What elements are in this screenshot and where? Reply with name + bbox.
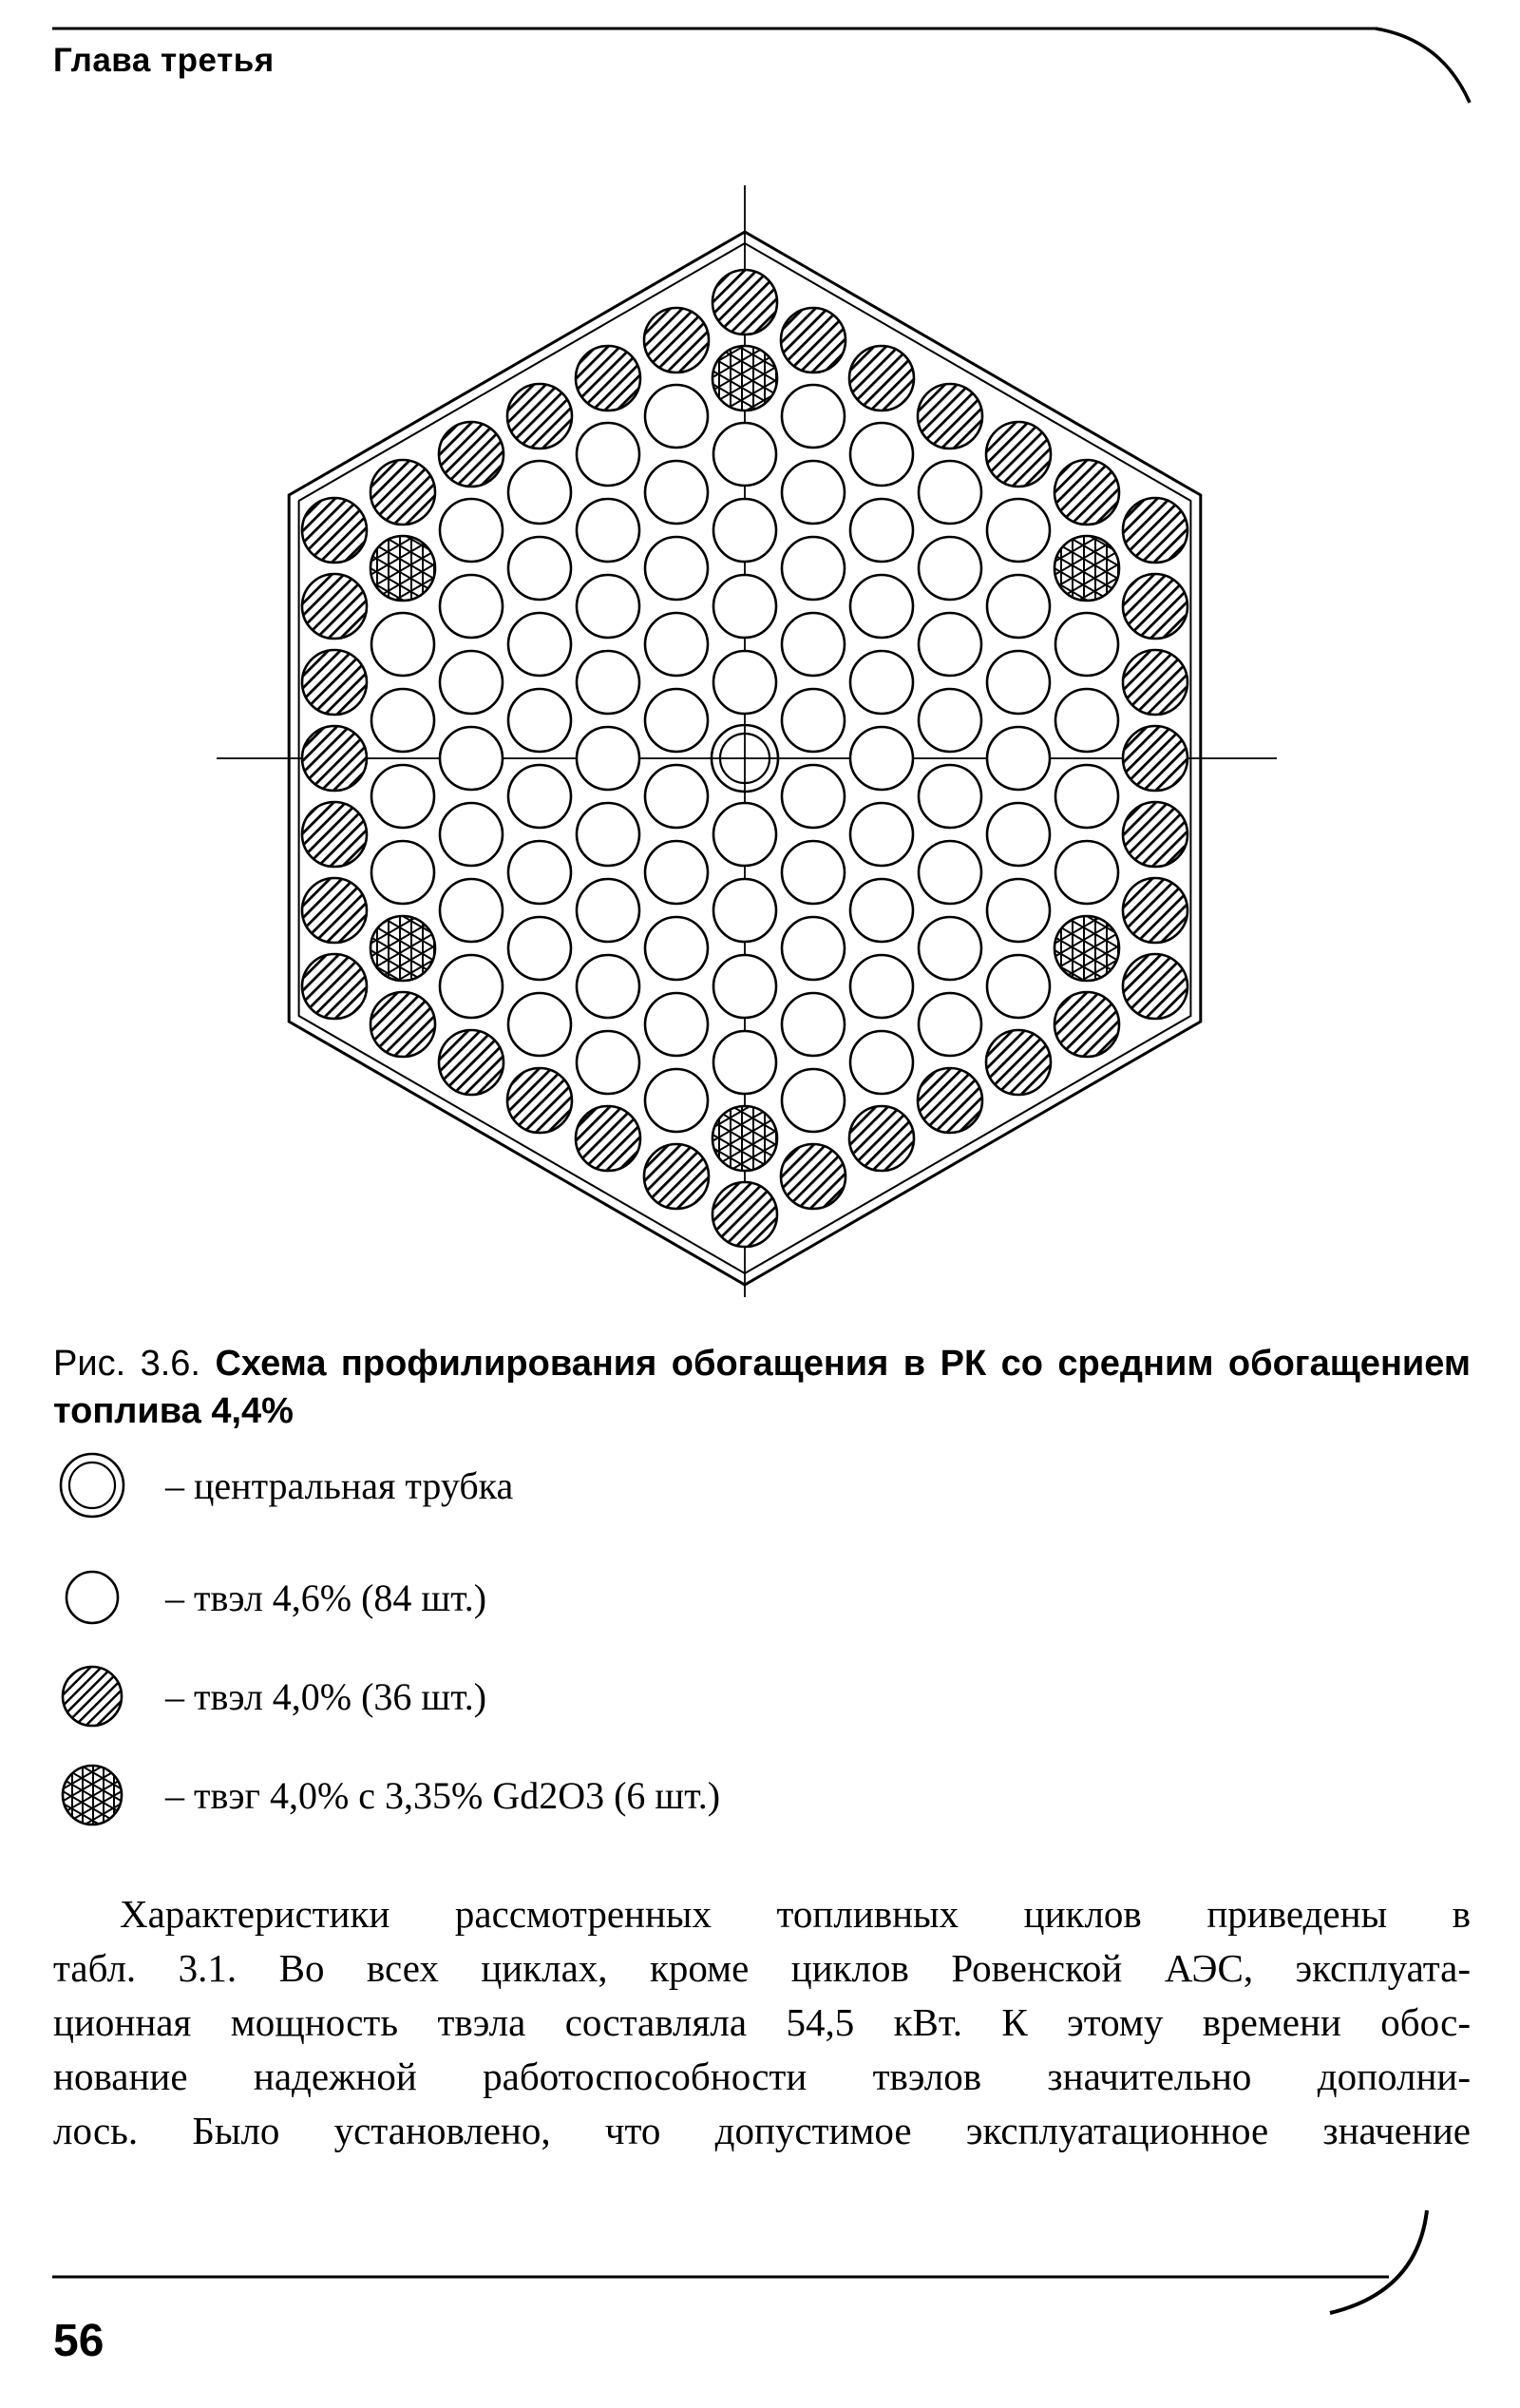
fuel-rod-4-6 bbox=[1055, 613, 1118, 676]
fuel-rod-4-0 bbox=[849, 1106, 914, 1171]
fuel-rod-4-6 bbox=[850, 879, 913, 942]
fuel-rod-4-6 bbox=[645, 613, 708, 676]
fuel-assembly-diagram bbox=[0, 143, 1520, 1368]
fuel-rod-4-0 bbox=[302, 574, 367, 639]
paragraph-line: ционная мощность твэла составляла 54,5 кВт. К этому времени обос- bbox=[53, 2000, 1471, 2044]
fuel-rod-4-6 bbox=[508, 613, 571, 676]
fuel-rod-4-6 bbox=[987, 879, 1050, 942]
fuel-rod-4-6 bbox=[645, 385, 708, 448]
fuel-rod-4-6 bbox=[919, 765, 981, 828]
legend-item-central-tube bbox=[55, 1448, 720, 1522]
legend-item-fuel-hatched bbox=[55, 1659, 720, 1733]
fuel-rod-4-0 bbox=[1123, 802, 1188, 867]
fuel-rod-4-6 bbox=[645, 461, 708, 524]
fuel-rod-4-0 bbox=[1123, 726, 1188, 791]
fuel-rod-4-0 bbox=[986, 1030, 1051, 1095]
fuel-rod-4-0 bbox=[1123, 650, 1188, 715]
fuel-rod-4-6 bbox=[440, 575, 503, 638]
fuel-rod-4-6 bbox=[782, 993, 845, 1056]
paragraph-line: Характеристики рассмотренных топливных циклов приведены в bbox=[120, 1892, 1471, 1936]
fuel-rod-4-6 bbox=[577, 803, 639, 866]
fuel-rod-4-0 bbox=[576, 346, 640, 411]
fuel-rod-4-6 bbox=[782, 1069, 845, 1132]
fuel-rod-4-6 bbox=[440, 499, 503, 562]
fuel-rod-4-0 bbox=[302, 878, 367, 943]
fuel-rod-4-6 bbox=[440, 727, 503, 790]
fuel-rod-4-0 bbox=[1123, 878, 1188, 943]
fuel-rod-4-6 bbox=[850, 423, 913, 486]
fuel-rod-4-6 bbox=[371, 765, 434, 828]
fuel-rod-4-6 bbox=[645, 917, 708, 980]
paragraph-line: нование надежной работоспособности твэлов значительно дополни- bbox=[53, 2054, 1471, 2098]
fuel-rod-4-6 bbox=[987, 651, 1050, 714]
fuel-rod-4-6 bbox=[987, 499, 1050, 562]
chapter-header: Глава третья bbox=[53, 42, 275, 79]
fuel-rod-4-0 bbox=[370, 460, 435, 525]
figure-caption-text: Схема профилирования обогащения в РК со средним обогащением топлива 4,4% bbox=[53, 1344, 1471, 1432]
fuel-rod-4-0 bbox=[1054, 460, 1119, 525]
fuel-rod-4-0 bbox=[302, 726, 367, 791]
fuel-rod-4-0 bbox=[644, 308, 709, 373]
page-curl-top-right-icon bbox=[1376, 29, 1470, 103]
fuel-rod-4-6 bbox=[577, 651, 639, 714]
body-paragraph bbox=[53, 1887, 1471, 2158]
fuel-rod-4-6 bbox=[850, 1031, 913, 1094]
fuel-rod-4-6 bbox=[987, 803, 1050, 866]
fuel-rod-4-0 bbox=[1123, 498, 1188, 563]
fuel-rod-4-0 bbox=[781, 308, 846, 373]
tveg-rod bbox=[712, 346, 777, 411]
fuel-rod-4-6 bbox=[713, 575, 776, 638]
page-curl-bottom-right-icon bbox=[1330, 2210, 1427, 2313]
fuel-rod-4-6 bbox=[713, 499, 776, 562]
fuel-rod-4-6 bbox=[440, 651, 503, 714]
fuel-rod-4-6 bbox=[987, 955, 1050, 1018]
fuel-rod-4-6 bbox=[440, 955, 503, 1018]
fuel-rod-4-6 bbox=[850, 727, 913, 790]
fuel-rod-4-0 bbox=[712, 270, 777, 334]
fuel-rod-4-6 bbox=[919, 537, 981, 600]
fuel-rod-4-6 bbox=[508, 993, 571, 1056]
fuel-rod-4-6 bbox=[919, 461, 981, 524]
legend-label: – твэг 4,0% с 3,35% Gd2O3 (6 шт.) bbox=[165, 1773, 721, 1817]
fuel-rod-4-0 bbox=[370, 992, 435, 1057]
fuel-rod-4-0 bbox=[849, 346, 914, 411]
tveg-rod bbox=[712, 1106, 777, 1171]
fuel-rod-4-6 bbox=[1055, 689, 1118, 752]
fuel-rod-4-0 bbox=[1123, 574, 1188, 639]
fuel-rod-4-0 bbox=[1123, 954, 1188, 1019]
fuel-hatched-icon bbox=[55, 1659, 129, 1733]
fuel-rod-4-6 bbox=[577, 955, 639, 1018]
fuel-rod-4-6 bbox=[782, 461, 845, 524]
legend-label: – твэл 4,0% (36 шт.) bbox=[165, 1674, 487, 1718]
fuel-rod-4-0 bbox=[439, 422, 504, 487]
figure-legend bbox=[55, 1448, 720, 1857]
fuel-rod-4-0 bbox=[918, 384, 982, 449]
fuel-rod-4-6 bbox=[850, 575, 913, 638]
figure-number: Рис. 3.6. bbox=[53, 1344, 200, 1384]
fuel-rod-4-0 bbox=[302, 954, 367, 1019]
tveg-rod bbox=[370, 916, 435, 981]
legend-item-fuel-gd bbox=[55, 1758, 720, 1832]
fuel-rod-4-6 bbox=[645, 841, 708, 904]
fuel-rod-4-6 bbox=[645, 1069, 708, 1132]
fuel-rod-4-0 bbox=[781, 1144, 846, 1209]
paragraph-line: табл. 3.1. Во всех циклах, кроме циклов Ровенской АЭС, эксплуата- bbox=[53, 1946, 1471, 1990]
fuel-rod-4-6 bbox=[919, 993, 981, 1056]
fuel-rod-4-0 bbox=[439, 1030, 504, 1095]
fuel-rod-4-6 bbox=[713, 955, 776, 1018]
fuel-rod-4-6 bbox=[371, 841, 434, 904]
fuel-rod-4-6 bbox=[371, 689, 434, 752]
fuel-rod-4-6 bbox=[645, 537, 708, 600]
fuel-rod-4-6 bbox=[645, 689, 708, 752]
fuel-rod-4-6 bbox=[577, 575, 639, 638]
tveg-rod bbox=[1054, 536, 1119, 601]
fuel-rod-4-6 bbox=[508, 917, 571, 980]
fuel-rod-4-6 bbox=[508, 841, 571, 904]
fuel-rod-4-0 bbox=[918, 1068, 982, 1133]
fuel-rod-4-6 bbox=[508, 461, 571, 524]
fuel-rod-4-0 bbox=[986, 422, 1051, 487]
fuel-rod-4-6 bbox=[987, 575, 1050, 638]
fuel-rod-4-6 bbox=[577, 1031, 639, 1094]
fuel-rod-4-0 bbox=[302, 650, 367, 715]
fuel-rod-4-6 bbox=[782, 537, 845, 600]
fuel-rod-4-6 bbox=[782, 385, 845, 448]
fuel-rod-4-6 bbox=[850, 803, 913, 866]
fuel-rod-4-0 bbox=[302, 498, 367, 563]
fuel-rod-4-6 bbox=[577, 727, 639, 790]
fuel-rod-4-6 bbox=[919, 613, 981, 676]
fuel-rod-4-0 bbox=[1054, 992, 1119, 1057]
fuel-rod-4-6 bbox=[508, 765, 571, 828]
fuel-rod-4-6 bbox=[1055, 765, 1118, 828]
fuel-rod-4-6 bbox=[987, 727, 1050, 790]
fuel-plain-icon bbox=[55, 1560, 129, 1634]
legend-item-fuel-plain bbox=[55, 1560, 720, 1634]
fuel-rod-4-6 bbox=[1055, 841, 1118, 904]
fuel-rod-4-6 bbox=[508, 537, 571, 600]
fuel-rod-4-6 bbox=[713, 879, 776, 942]
fuel-rod-4-6 bbox=[508, 689, 571, 752]
fuel-rod-4-0 bbox=[712, 1182, 777, 1247]
fuel-rod-4-0 bbox=[644, 1144, 709, 1209]
fuel-rod-4-6 bbox=[713, 803, 776, 866]
fuel-rod-4-6 bbox=[850, 955, 913, 1018]
fuel-rod-4-0 bbox=[507, 384, 572, 449]
fuel-rod-4-6 bbox=[782, 689, 845, 752]
fuel-rod-4-6 bbox=[919, 689, 981, 752]
fuel-rod-4-6 bbox=[850, 651, 913, 714]
fuel-rod-4-6 bbox=[850, 499, 913, 562]
fuel-rod-4-6 bbox=[577, 499, 639, 562]
fuel-rod-4-6 bbox=[782, 613, 845, 676]
fuel-rod-4-6 bbox=[577, 423, 639, 486]
legend-label: – твэл 4,6% (84 шт.) bbox=[165, 1576, 487, 1619]
fuel-rod-4-6 bbox=[919, 917, 981, 980]
legend-label: – центральная трубка bbox=[165, 1463, 514, 1507]
tveg-rod bbox=[370, 536, 435, 601]
fuel-rod-4-6 bbox=[645, 993, 708, 1056]
fuel-rod-4-0 bbox=[302, 802, 367, 867]
central-tube-icon bbox=[55, 1448, 129, 1522]
fuel-rod-4-6 bbox=[713, 1031, 776, 1094]
fuel-rod-4-6 bbox=[782, 765, 845, 828]
paragraph-line: лось. Было установлено, что допустимое эксплуатационное значение bbox=[53, 2109, 1471, 2152]
figure-caption bbox=[53, 1340, 1471, 1435]
fuel-rod-4-0 bbox=[576, 1106, 640, 1171]
tveg-rod bbox=[1054, 916, 1119, 981]
fuel-rod-4-6 bbox=[713, 651, 776, 714]
fuel-rod-4-6 bbox=[713, 423, 776, 486]
fuel-rod-4-6 bbox=[782, 917, 845, 980]
fuel-rod-4-0 bbox=[507, 1068, 572, 1133]
fuel-rod-4-6 bbox=[440, 879, 503, 942]
assembly-lattice-svg bbox=[0, 143, 1520, 1368]
fuel-rod-4-6 bbox=[782, 841, 845, 904]
fuel-rod-4-6 bbox=[440, 803, 503, 866]
fuel-rod-4-6 bbox=[645, 765, 708, 828]
fuel-gd-icon bbox=[55, 1758, 129, 1832]
fuel-rod-4-6 bbox=[919, 841, 981, 904]
fuel-rod-4-6 bbox=[577, 879, 639, 942]
page-number: 56 bbox=[53, 2316, 104, 2366]
fuel-rod-4-6 bbox=[371, 613, 434, 676]
